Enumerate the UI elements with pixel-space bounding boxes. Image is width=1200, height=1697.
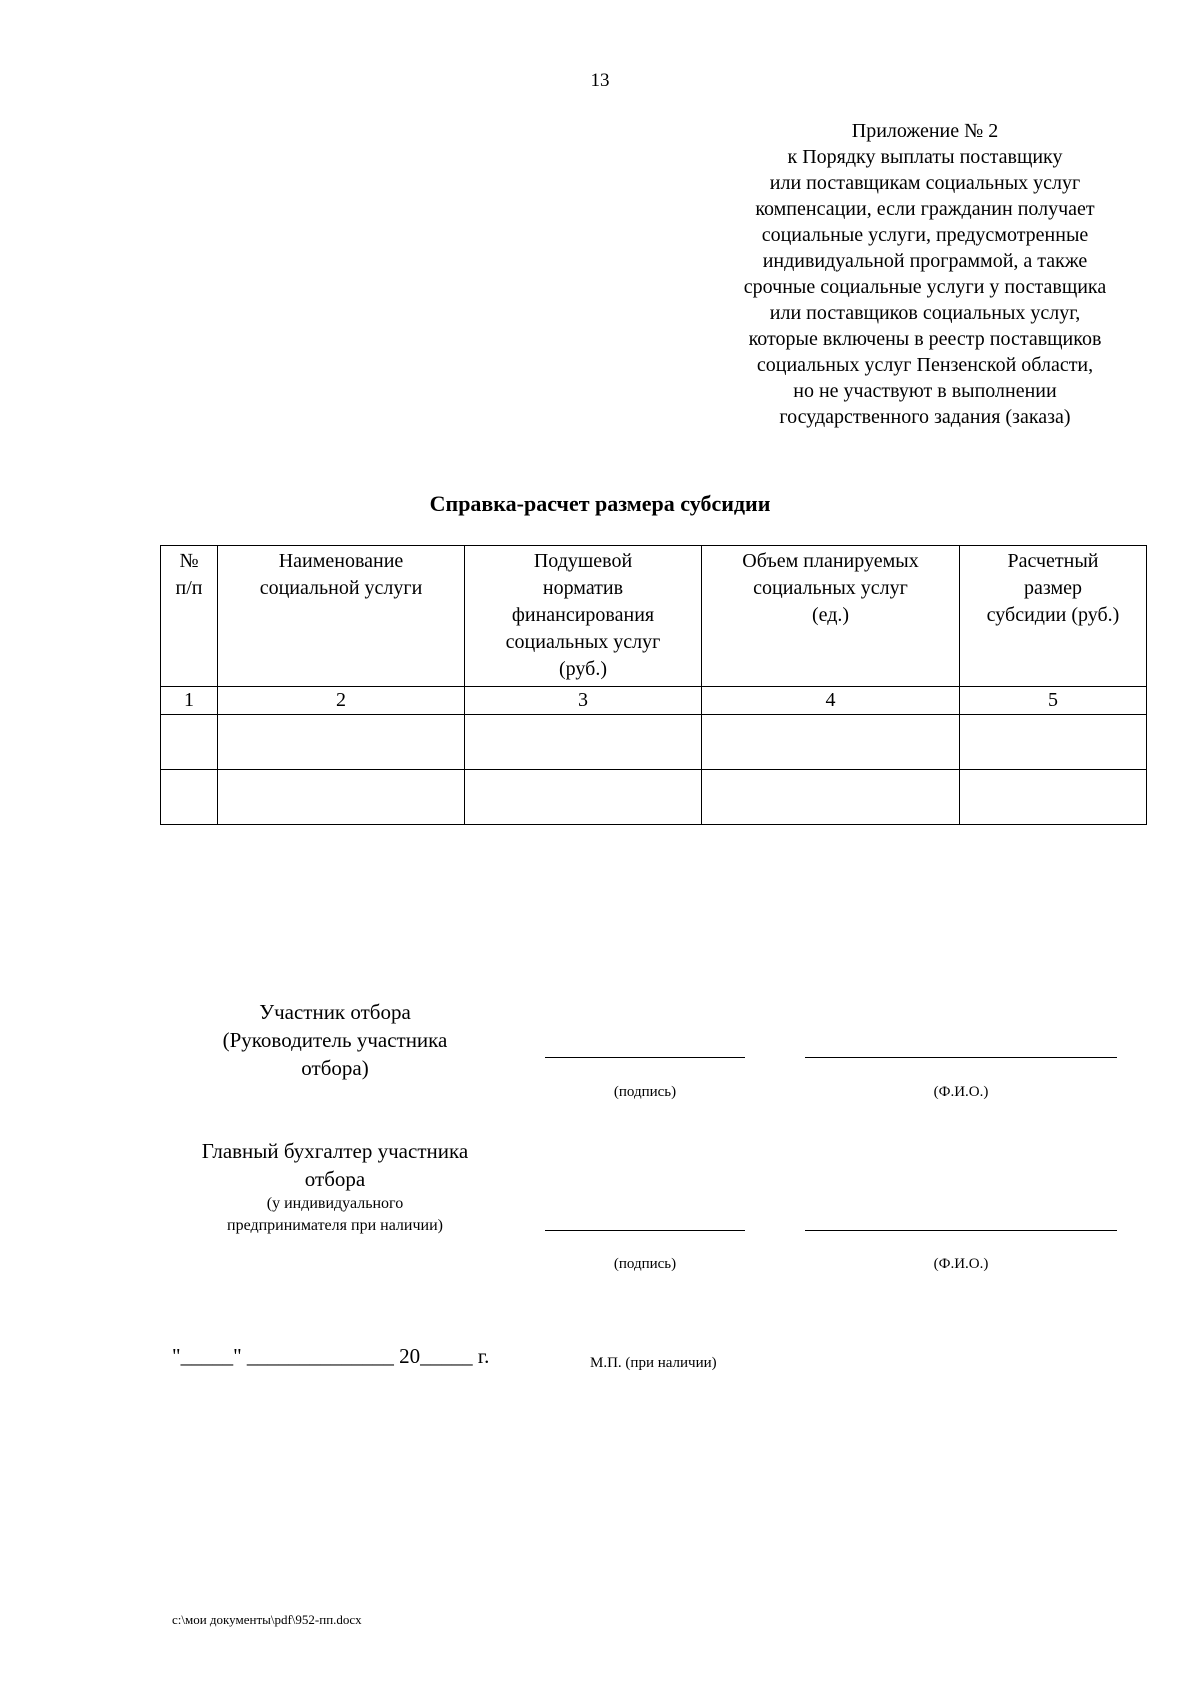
appendix-line: или поставщикам социальных услуг bbox=[769, 172, 1081, 194]
column-number: 5 bbox=[960, 687, 1147, 715]
table-row bbox=[161, 715, 1147, 770]
table-cell bbox=[702, 770, 960, 825]
document-title: Справка-расчет размера субсидии bbox=[429, 491, 771, 516]
appendix-line: социальных услуг Пензенской области, bbox=[756, 354, 1094, 376]
column-header-planned-volume: Объем планируемых социальных услуг (ед.) bbox=[702, 546, 960, 687]
column-number: 3 bbox=[465, 687, 702, 715]
column-number: 2 bbox=[218, 687, 465, 715]
stamp-label: М.П. (при наличии) bbox=[590, 1355, 717, 1371]
column-header-per-capita-norm: Подушевой норматив финансирования социальных услуг (руб.) bbox=[465, 546, 702, 687]
column-header-number: № п/п bbox=[161, 546, 218, 687]
subsidy-calculation-table bbox=[160, 545, 1147, 825]
table-cell bbox=[465, 715, 702, 770]
appendix-line: индивидуальной программой, а также bbox=[762, 250, 1088, 272]
appendix-line: срочные социальные услуги у поставщика bbox=[743, 276, 1107, 298]
table-header-row bbox=[161, 546, 1147, 687]
table-cell bbox=[960, 770, 1147, 825]
table-cell bbox=[161, 715, 218, 770]
column-number: 4 bbox=[702, 687, 960, 715]
appendix-line: но не участвуют в выполнении bbox=[793, 380, 1057, 402]
appendix-line: компенсации, если гражданин получает bbox=[755, 198, 1095, 220]
appendix-line: государственного задания (заказа) bbox=[779, 406, 1071, 428]
participant-signature-line bbox=[545, 1057, 745, 1058]
table-cell bbox=[465, 770, 702, 825]
column-header-service-name: Наименование социальной услуги bbox=[218, 546, 465, 687]
participant-signature-caption: (подпись) bbox=[613, 1084, 677, 1100]
appendix-line: или поставщиков социальных услуг, bbox=[769, 302, 1081, 324]
accountant-signature-line bbox=[545, 1230, 745, 1231]
table-cell bbox=[218, 770, 465, 825]
participant-name-caption: (Ф.И.О.) bbox=[933, 1084, 989, 1100]
table-row bbox=[161, 770, 1147, 825]
appendix-heading bbox=[700, 118, 1150, 430]
accountant-label: Главный бухгалтер участника отбора (у индивидуального предпринимателя при наличии) bbox=[201, 1139, 469, 1234]
appendix-line: Приложение № 2 bbox=[851, 120, 999, 142]
accountant-name-caption: (Ф.И.О.) bbox=[933, 1256, 989, 1272]
table-cell bbox=[161, 770, 218, 825]
accountant-name-line bbox=[805, 1230, 1117, 1231]
table-cell bbox=[702, 715, 960, 770]
date-line: "_____" ______________ 20_____ г. bbox=[172, 1344, 490, 1368]
participant-name-line bbox=[805, 1057, 1117, 1058]
table-cell bbox=[960, 715, 1147, 770]
column-number-row bbox=[161, 687, 1147, 715]
table-cell bbox=[218, 715, 465, 770]
column-number: 1 bbox=[161, 687, 218, 715]
participant-label: Участник отбора (Руководитель участника отбора) bbox=[222, 1000, 448, 1080]
appendix-line: которые включены в реестр поставщиков bbox=[748, 328, 1102, 350]
appendix-line: социальные услуги, предусмотренные bbox=[761, 224, 1089, 246]
column-header-subsidy-amount: Расчетный размер субсидии (руб.) bbox=[960, 546, 1147, 687]
accountant-signature-caption: (подпись) bbox=[613, 1256, 677, 1272]
footer-file-path: c:\мои документы\pdf\952-пп.docx bbox=[172, 1612, 362, 1627]
page-number: 13 bbox=[590, 70, 610, 91]
appendix-line: к Порядку выплаты поставщику bbox=[787, 146, 1063, 168]
